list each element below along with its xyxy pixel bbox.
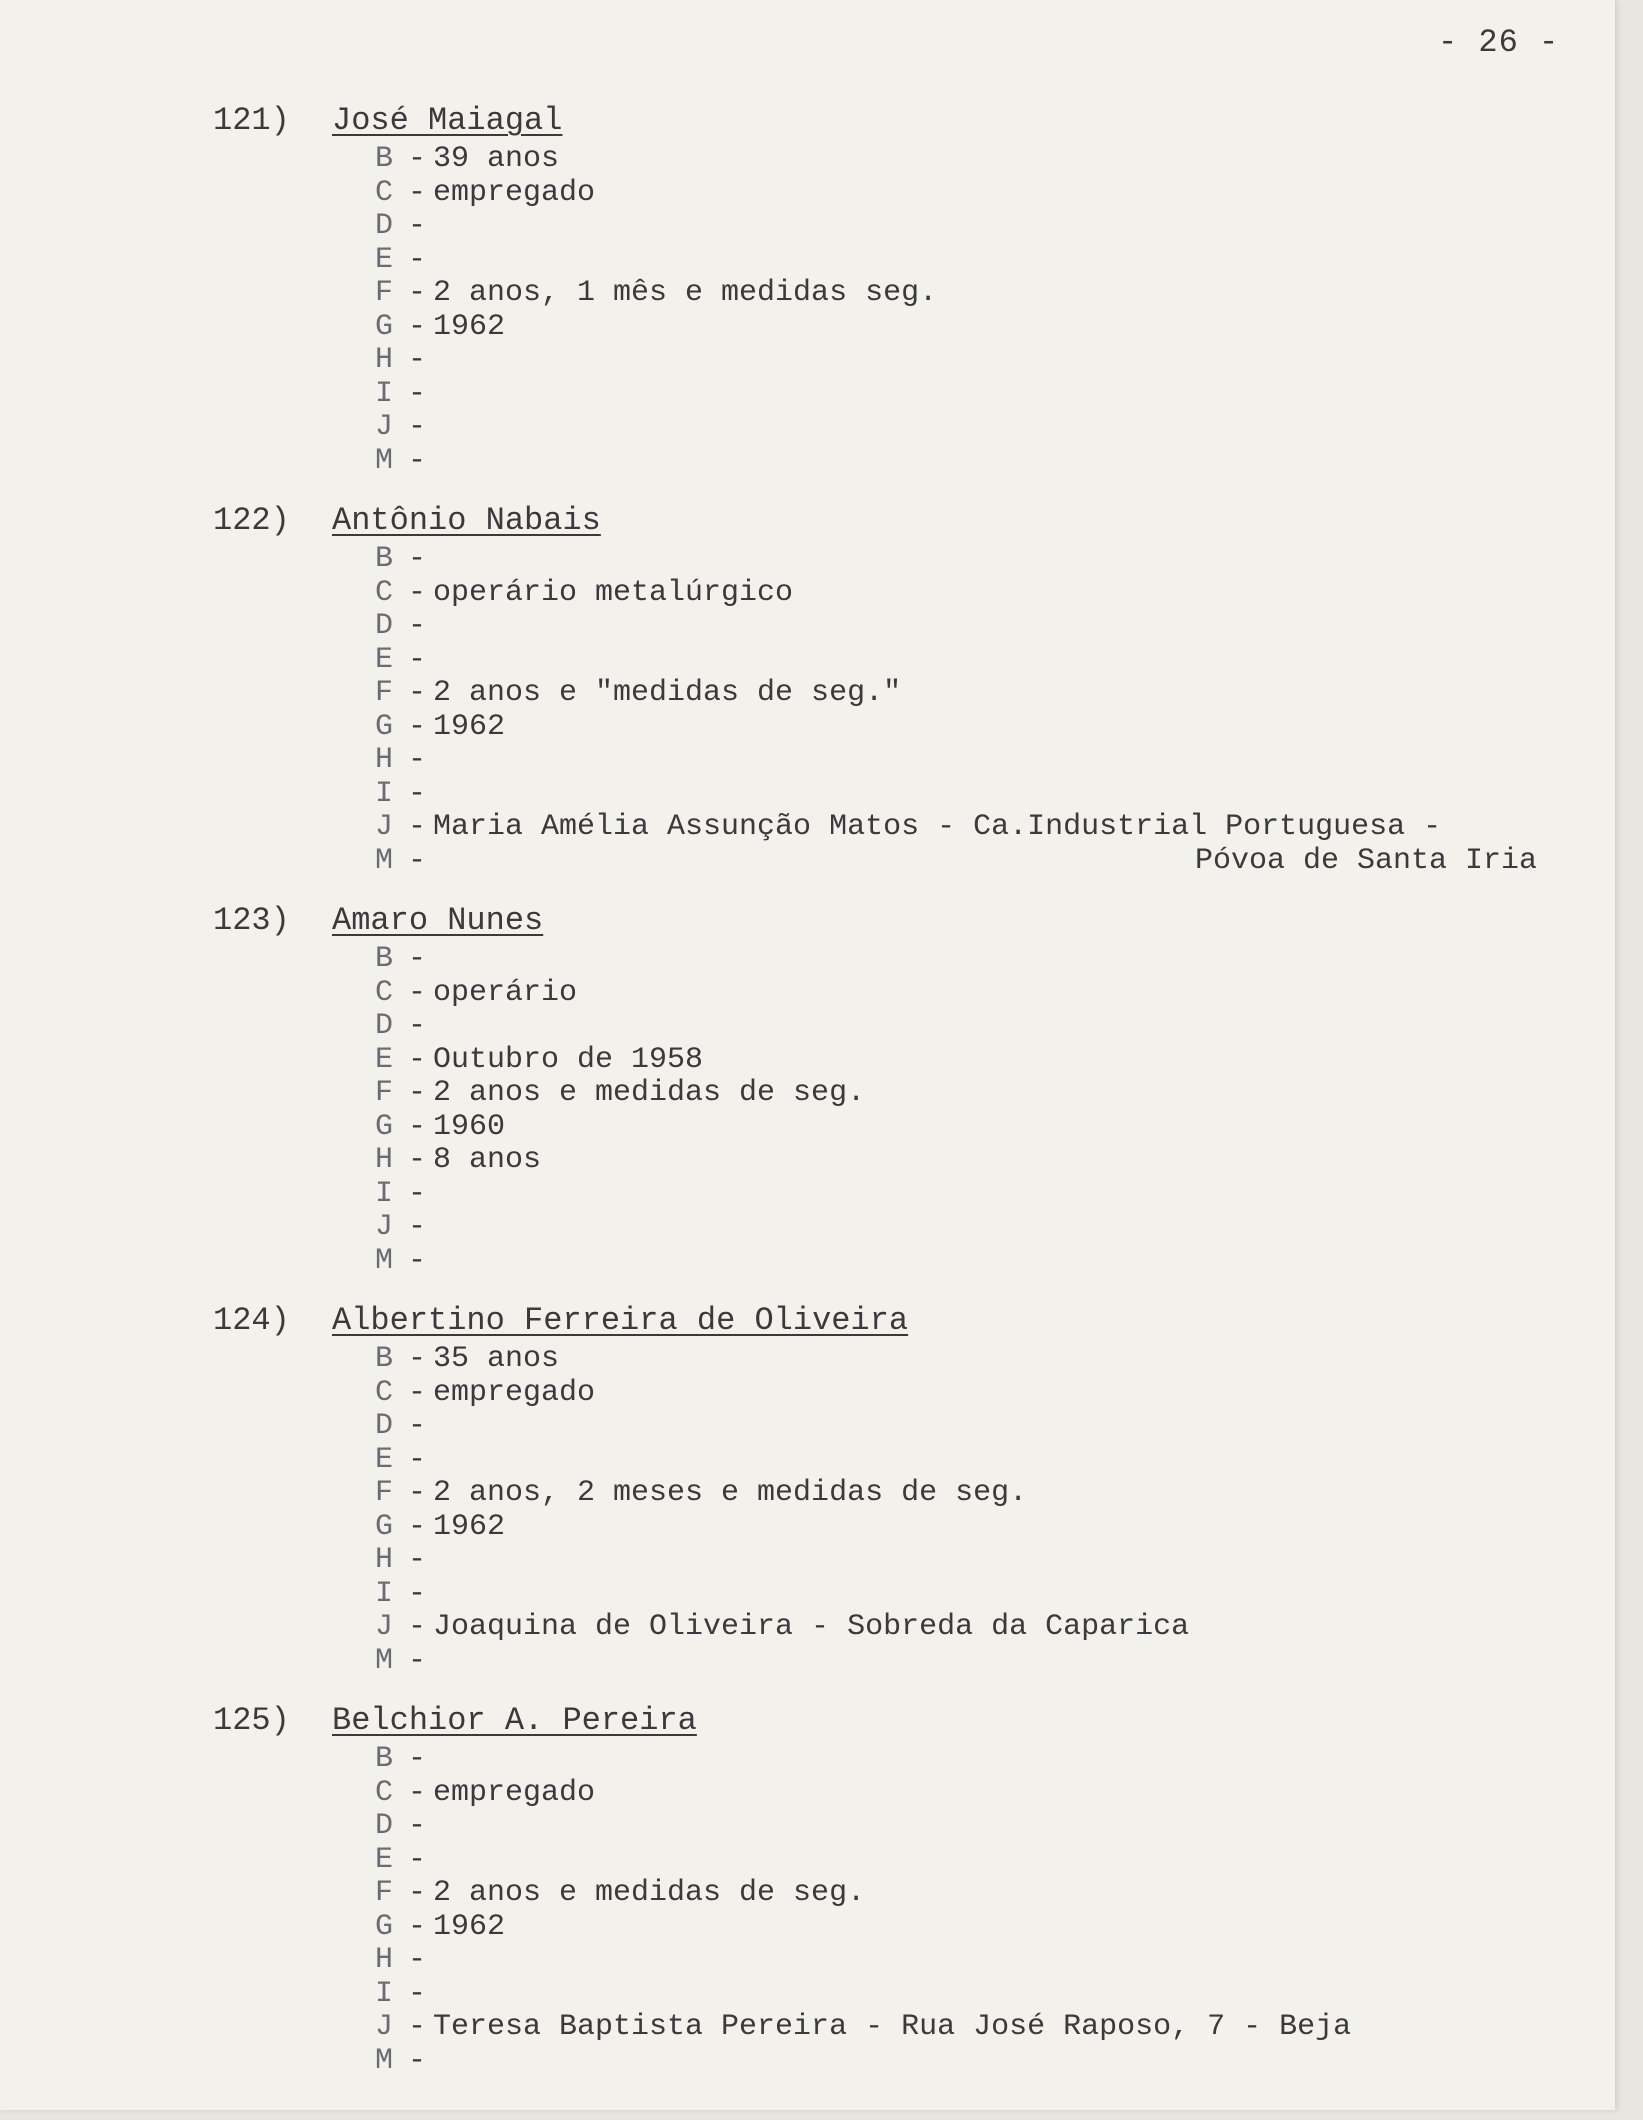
field-row [375,310,505,343]
field-letter: H [375,1943,394,1977]
field-letter: C [375,175,394,210]
field-separator: - [407,810,426,844]
field-separator: - [407,242,426,277]
field-separator: - [407,276,426,310]
field-row [375,410,433,443]
field-separator: - [407,1109,426,1144]
field-letter: J [375,2010,394,2044]
field-letter: H [375,1543,394,1577]
field-letter: E [375,1442,394,1477]
field-letter: I [375,1976,394,2011]
entry-number: 125) [213,1702,290,1739]
field-letter: M [375,443,394,478]
field-letter: M [375,1243,394,1278]
field-value: 2 anos, 2 meses e medidas de seg. [433,1476,1028,1510]
field-letter: H [375,1143,394,1177]
field-separator: - [407,1009,426,1043]
field-row [375,710,505,743]
field-letter: I [375,1576,394,1611]
field-letter: B [375,542,394,576]
field-row [375,2044,433,2077]
entry-name: Albertino Ferreira de Oliveira [332,1302,909,1339]
field-letter: C [375,1775,394,1810]
field-value: 1960 [433,1109,506,1144]
field-row [375,1510,505,1543]
field-row [375,1076,865,1109]
field-row [375,1143,541,1176]
field-separator: - [407,743,426,777]
field-separator: - [407,1543,426,1577]
field-value: empregado [433,1375,596,1410]
field-separator: - [407,1210,426,1244]
field-separator: - [407,309,426,344]
field-letter: D [375,1409,394,1443]
field-row [375,1110,505,1143]
field-row [375,1476,1027,1509]
entry-number: 122) [213,502,290,539]
field-row [375,1376,595,1409]
field-separator: - [407,1042,426,1077]
field-row [375,1843,433,1876]
entry-number: 121) [213,102,290,139]
field-separator: - [407,1375,426,1410]
field-separator: - [407,2010,426,2044]
field-letter: I [375,376,394,411]
field-letter: J [375,410,394,444]
field-separator: - [407,609,426,643]
field-separator: - [407,1509,426,1544]
field-row [375,1742,433,1775]
field-letter: B [375,1342,394,1376]
field-letter: G [375,309,394,344]
field-value: 1962 [433,1909,506,1944]
field-row [375,609,433,642]
field-separator: - [407,1409,426,1443]
field-separator: - [407,1176,426,1211]
field-separator: - [407,542,426,576]
entry-name: José Maiagal [332,102,563,139]
field-row [375,2010,1351,2043]
field-row [375,1577,433,1610]
field-letter: E [375,642,394,677]
field-letter: D [375,1009,394,1043]
field-row [375,810,1441,843]
field-separator: - [407,209,426,243]
field-row [375,844,433,877]
field-row [375,777,433,810]
field-letter: D [375,209,394,243]
field-separator: - [407,942,426,976]
field-separator: - [407,975,426,1010]
field-separator: - [407,1076,426,1110]
entry-name: Amaro Nunes [332,902,544,939]
field-value: 8 anos [433,1143,542,1177]
entry-name: Belchior A. Pereira [332,1702,697,1739]
field-separator: - [407,1809,426,1843]
field-row [375,1342,559,1375]
field-letter: B [375,1742,394,1776]
entry-number: 123) [213,902,290,939]
field-value: 2 anos e medidas de seg. [433,1076,866,1110]
field-separator: - [407,175,426,210]
field-letter: F [375,1876,394,1910]
field-letter: G [375,709,394,744]
field-letter: C [375,975,394,1010]
field-letter: J [375,1610,394,1644]
field-value: 1962 [433,1509,506,1544]
field-continuation: Póvoa de Santa Iria [1195,843,1538,878]
field-row [375,243,433,276]
field-separator: - [407,1909,426,1944]
field-row [375,1644,433,1677]
field-separator: - [407,410,426,444]
field-value: 2 anos e medidas de seg. [433,1876,866,1910]
field-separator: - [407,443,426,478]
field-value: 2 anos, 1 mês e medidas seg. [433,276,938,310]
field-row [375,1543,433,1576]
field-value: 1962 [433,309,506,344]
field-value: Joaquina de Oliveira - Sobreda da Caparica [433,1610,1190,1644]
field-row [375,444,433,477]
field-row [375,976,577,1009]
field-row [375,676,901,709]
field-row [375,942,433,975]
field-row [375,276,937,309]
field-letter: F [375,276,394,310]
field-letter: D [375,609,394,643]
field-letter: F [375,1076,394,1110]
field-separator: - [407,1442,426,1477]
field-row [375,576,793,609]
field-letter: M [375,1643,394,1678]
field-row [375,1009,433,1042]
field-letter: H [375,743,394,777]
field-letter: H [375,343,394,377]
field-letter: C [375,575,394,610]
field-row [375,643,433,676]
field-letter: M [375,843,394,878]
field-row [375,542,433,575]
field-separator: - [407,1243,426,1278]
field-separator: - [407,843,426,878]
field-letter: F [375,676,394,710]
field-row [375,743,433,776]
field-row [375,343,433,376]
field-separator: - [407,1876,426,1910]
entry-name: Antônio Nabais [332,502,601,539]
field-separator: - [407,709,426,744]
field-separator: - [407,1476,426,1510]
field-letter: I [375,1176,394,1211]
field-letter: E [375,242,394,277]
field-row [375,1910,505,1943]
field-row [375,1244,433,1277]
field-row [375,1409,433,1442]
field-row [375,1876,865,1909]
field-row [375,1043,703,1076]
field-value: 35 anos [433,1342,560,1376]
field-separator: - [407,1342,426,1376]
field-letter: E [375,1842,394,1877]
field-value: empregado [433,175,596,210]
field-separator: - [407,2043,426,2078]
field-letter: D [375,1809,394,1843]
field-separator: - [407,1610,426,1644]
field-letter: G [375,1109,394,1144]
field-value: 39 anos [433,142,560,176]
field-letter: B [375,142,394,176]
field-separator: - [407,1643,426,1678]
field-row [375,1809,433,1842]
field-separator: - [407,676,426,710]
field-row [375,1177,433,1210]
field-letter: M [375,2043,394,2078]
field-row [375,142,559,175]
field-separator: - [407,1775,426,1810]
entry-number: 124) [213,1302,290,1339]
field-separator: - [407,1143,426,1177]
field-separator: - [407,376,426,411]
field-letter: J [375,810,394,844]
field-value: Outubro de 1958 [433,1042,704,1077]
field-separator: - [407,1742,426,1776]
field-separator: - [407,1842,426,1877]
field-letter: G [375,1909,394,1944]
field-value: Teresa Baptista Pereira - Rua José Raposo, 7 - Beja [433,2010,1352,2044]
field-letter: I [375,776,394,811]
field-row [375,1210,433,1243]
field-letter: C [375,1375,394,1410]
field-separator: - [407,1943,426,1977]
field-separator: - [407,575,426,610]
field-letter: G [375,1509,394,1544]
field-separator: - [407,776,426,811]
field-row [375,1943,433,1976]
field-letter: F [375,1476,394,1510]
field-value: 1962 [433,709,506,744]
field-row [375,1610,1189,1643]
field-value: 2 anos e "medidas de seg." [433,676,902,710]
field-separator: - [407,1576,426,1611]
field-row [375,377,433,410]
page-number: - 26 - [1438,24,1560,61]
field-row [375,209,433,242]
field-separator: - [407,343,426,377]
field-value: operário metalúrgico [433,575,794,610]
field-separator: - [407,1976,426,2011]
field-row [375,1776,595,1809]
field-value: empregado [433,1775,596,1810]
field-letter: B [375,942,394,976]
field-value: Maria Amélia Assunção Matos - Ca.Industrial Portuguesa - [433,810,1442,844]
field-letter: E [375,1042,394,1077]
field-value: operário [433,975,578,1010]
field-separator: - [407,642,426,677]
field-row [375,1443,433,1476]
field-separator: - [407,142,426,176]
field-row [375,176,595,209]
field-letter: J [375,1210,394,1244]
field-row [375,1977,433,2010]
